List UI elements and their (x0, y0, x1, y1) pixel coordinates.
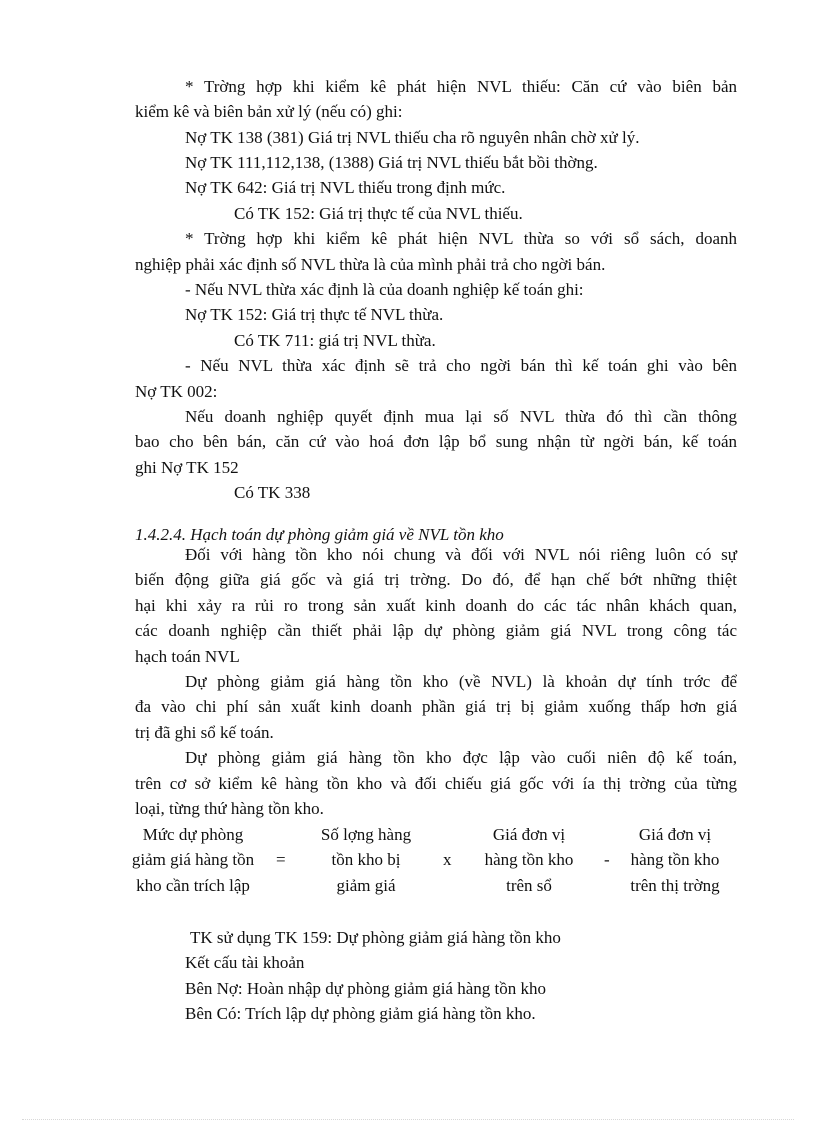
entry-credit-711: Có TK 711: giá trị NVL thừa. (234, 331, 436, 350)
section-para1-line-4: các doanh nghiệp cần thiết phải lập dự phòng giảm giá NVL trong công tác (135, 621, 737, 640)
formula-term2-line-3: giảm giá (336, 876, 396, 895)
section-para2-line-3: trị đã ghi sổ kế toán. (135, 723, 274, 742)
formula-term2-line-1: Số lợng hàng (320, 825, 412, 844)
entry-debit-642: Nợ TK 642: Giá trị NVL thiếu trong định mức. (185, 178, 506, 197)
section-heading: 1.4.2.4. Hạch toán dự phòng giảm giá về NVL tồn kho (135, 525, 504, 544)
entry-credit-338: Có TK 338 (234, 483, 311, 502)
formula-term4-line-1: Giá đơn vị (638, 825, 712, 844)
entry-credit-152: Có TK 152: Giá trị thực tế của NVL thiếu. (234, 204, 523, 223)
formula-term3-line-1: Giá đơn vị (492, 825, 566, 844)
formula-minus: - (604, 850, 610, 869)
paragraph-excess-line-1: * Trờng hợp khi kiểm kê phát hiện NVL thừa so với sổ sách, doanh (185, 229, 737, 248)
formula-equals: = (276, 850, 286, 869)
entry-debit-152: Nợ TK 152: Giá trị thực tế NVL thừa. (185, 305, 444, 324)
section-para2-line-2: đa vào chi phí sản xuất kinh doanh phần giá trị bị giảm xuống thấp hơn giá (135, 697, 737, 716)
formula-term3-line-3: trên sổ (506, 876, 552, 895)
section-para2-line-1: Dự phòng giảm giá hàng tồn kho (về NVL) là khoản dự tính trớc để (185, 672, 737, 691)
paragraph-return-line-2: Nợ TK 002: (135, 382, 218, 401)
entry-debit-111: Nợ TK 111,112,138, (1388) Giá trị NVL thiếu bắt bồi thờng. (185, 153, 598, 172)
paragraph-excess-line-2: nghiệp phải xác định số NVL thừa là của mình phải trả cho ngời bán. (135, 255, 606, 274)
section-para1-line-5: hạch toán NVL (135, 647, 240, 666)
paragraph-return-line-1: - Nếu NVL thừa xác định sẽ trả cho ngời bán thì kế toán ghi vào bên (185, 356, 737, 375)
formula-term3-line-2: hàng tồn kho (484, 850, 574, 869)
section-para3-line-1: Dự phòng giảm giá hàng tồn kho đợc lập vào cuối niên độ kế toán, (185, 748, 737, 767)
paragraph-buy-line-1: Nếu doanh nghiệp quyết định mua lại số NVL thừa đó thì cần thông (185, 407, 737, 426)
section-para3-line-2: trên cơ sở kiểm kê hàng tồn kho và đối chiếu giá gốc với ía thị trờng của từng (135, 774, 737, 793)
paragraph-missing-line-2: kiểm kê và biên bản xử lý (nếu có) ghi: (135, 102, 403, 121)
formula-term1-line-1: Mức dự phòng (142, 825, 244, 844)
account-credit-side: Bên Có: Trích lập dự phòng giảm giá hàng tồn kho. (185, 1004, 536, 1023)
section-para1-line-3: hại khi xảy ra rủi ro trong sản xuất kinh doanh do các tác nhân khách quan, (135, 596, 737, 615)
section-para1-line-1: Đối với hàng tồn kho nói chung và đối với NVL nói riêng luôn có sự (185, 545, 737, 564)
account-debit-side: Bên Nợ: Hoàn nhập dự phòng giảm giá hàng tồn kho (185, 979, 546, 998)
formula-term1-line-2: giảm giá hàng tồn (131, 850, 255, 869)
section-para1-line-2: biến động giữa giá gốc và giá trị trờng. Do đó, để hạn chế bớt những thiệt (135, 570, 737, 589)
paragraph-buy-line-3: ghi Nợ TK 152 (135, 458, 239, 477)
paragraph-missing-line-1: * Trờng hợp khi kiểm kê phát hiện NVL thiếu: Căn cứ vào biên bản (185, 77, 737, 96)
paragraph-buy-line-2: bao cho bên bán, căn cứ vào hoá đơn lập bổ sung nhận từ ngời bán, kế toán (135, 432, 737, 451)
account-tk159: TK sử dụng TK 159: Dự phòng giảm giá hàng tồn kho (190, 928, 561, 947)
paragraph-excess-enterprise: - Nếu NVL thừa xác định là của doanh nghiệp kế toán ghi: (185, 280, 584, 299)
section-para3-line-3: loại, từng thứ hàng tồn kho. (135, 799, 324, 818)
account-structure-label: Kết cấu tài khoản (185, 953, 305, 972)
entry-debit-138: Nợ TK 138 (381) Giá trị NVL thiếu cha rõ nguyên nhân chờ xử lý. (185, 128, 640, 147)
formula-term1-line-3: kho cần trích lập (136, 876, 250, 895)
formula-times: x (443, 850, 452, 869)
formula-term2-line-2: tồn kho bị (331, 850, 401, 869)
formula-term4-line-3: trên thị trờng (630, 876, 720, 895)
page-bottom-divider (22, 1119, 794, 1120)
formula-term4-line-2: hàng tồn kho (630, 850, 720, 869)
